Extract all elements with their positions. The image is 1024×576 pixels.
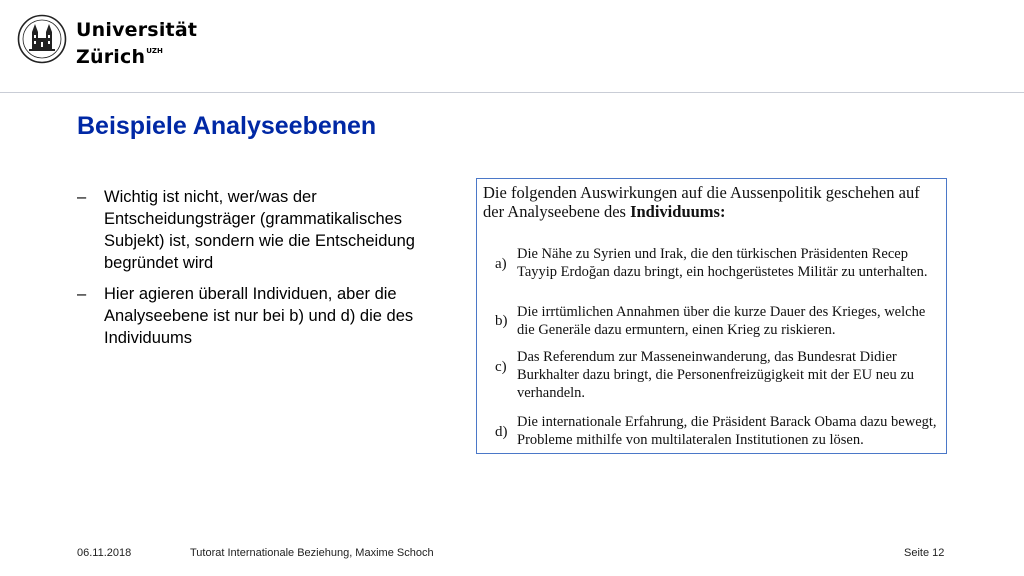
exam-excerpt-box bbox=[476, 178, 947, 454]
header-divider bbox=[0, 92, 1024, 93]
slide-title: Beispiele Analyseebenen bbox=[77, 112, 377, 140]
bullet-dash: – bbox=[77, 188, 87, 206]
bullet-text: Hier agieren überall Individuen, aber die Analyseebene ist nur bei b) und d) die des Individuums bbox=[104, 285, 414, 347]
logo-line-1: Universität bbox=[76, 19, 198, 41]
footer-date: 06.11.2018 bbox=[77, 547, 132, 559]
university-logo bbox=[17, 14, 198, 68]
item-text: Die internationale Erfahrung, die Präsident Barack Obama dazu bewegt, Probleme mithilfe von multilateralen Institutionen zu lösen. bbox=[517, 414, 937, 448]
item-letter: d) bbox=[495, 424, 508, 440]
logo-city: Zürich bbox=[76, 46, 146, 68]
item-letter: b) bbox=[495, 313, 508, 329]
logo-superscript: UZH bbox=[146, 47, 163, 55]
item-text: Das Referendum zur Masseneinwanderung, das Bundesrat Didier Burkhalter dazu bringt, die Personenfreizügigkeit mit der EU neu zu verhandeln. bbox=[517, 349, 915, 401]
item-text: Die Nähe zu Syrien und Irak, die den türkischen Präsidenten Recep Tayyip Erdoğan dazu bringt, ein hochgerüstetes Militär zu unterhalten. bbox=[517, 246, 928, 280]
bullet-list bbox=[77, 186, 462, 358]
bullet-text: Wichtig ist nicht, wer/was der Entscheidungsträger (grammatikalisches Subjekt) ist, sondern wie die Entscheidung begründet wird bbox=[104, 188, 415, 272]
bullet-dash: – bbox=[77, 285, 87, 303]
item-letter: a) bbox=[495, 256, 507, 272]
excerpt-intro-text: Die folgenden Auswirkungen auf die Aussenpolitik geschehen auf der Analyseebene des bbox=[483, 183, 920, 221]
excerpt-intro-bold: Individuums: bbox=[630, 202, 726, 221]
logo-line-2 bbox=[76, 41, 197, 68]
item-letter: c) bbox=[495, 359, 507, 375]
seal-icon bbox=[17, 14, 67, 64]
footer-course: Tutorat Internationale Beziehung, Maxime Schoch bbox=[190, 547, 434, 559]
footer-page-number: Seite 12 bbox=[904, 547, 945, 559]
bullet-item bbox=[77, 186, 462, 274]
item-text: Die irrtümlichen Annahmen über die kurze Dauer des Krieges, welche die Generäle dazu ermuntern, einen Krieg zu riskieren. bbox=[517, 304, 926, 338]
excerpt-intro bbox=[483, 183, 941, 221]
university-name bbox=[76, 20, 197, 68]
bullet-item bbox=[77, 283, 462, 349]
